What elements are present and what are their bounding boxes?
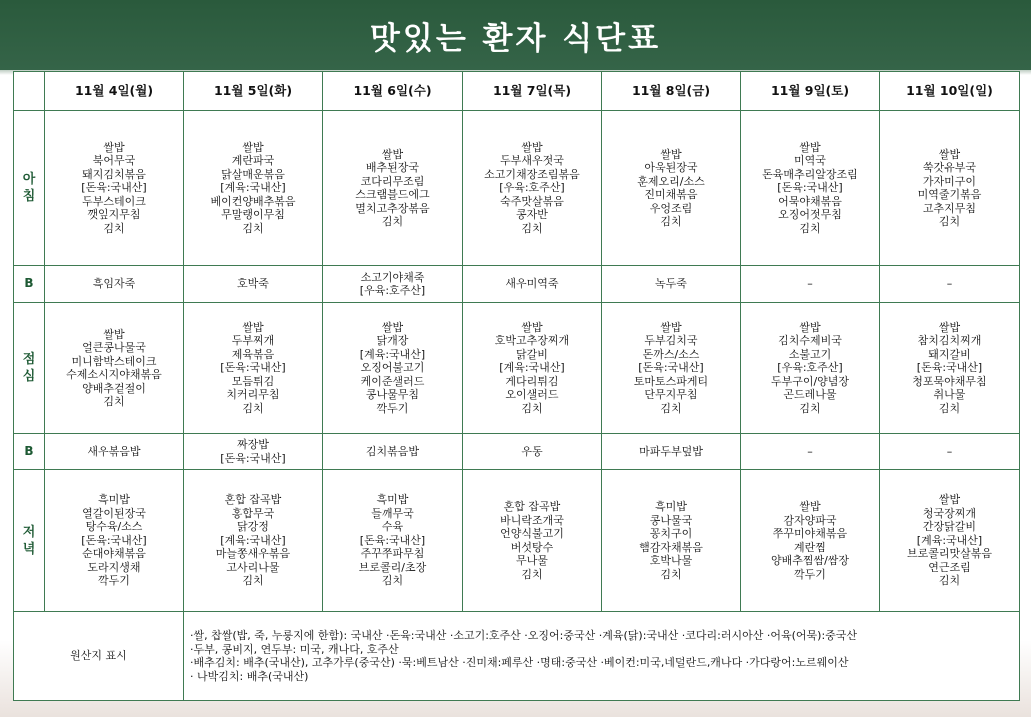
dinner-cell: [463, 470, 602, 612]
menu-item: 쌀밥: [381, 320, 404, 334]
menu-item: 소고기야채죽: [360, 270, 425, 284]
menu-item: 숙주맛살볶음: [500, 194, 564, 208]
menu-item: 콩나물국: [649, 513, 693, 527]
menu-item: [계육:국내산]: [359, 347, 426, 361]
menu-item: 혼합 잡곡밥: [503, 500, 561, 513]
menu-item: [돈육:국내산]: [916, 361, 983, 375]
day-header: 11월 5일(화): [184, 72, 323, 111]
menu-item: [돈육:국내산]: [777, 181, 843, 195]
menu-item: 흑미밥: [655, 500, 687, 513]
origin-line: ·두부, 콩비지, 연두부: 미국, 캐나다, 호주산: [190, 642, 399, 656]
lunch-row: [14, 303, 1020, 434]
menu-item: [돈육:국내산]: [81, 533, 147, 547]
dinner-cell: [45, 470, 184, 612]
menu-item: 배추된장국: [365, 161, 420, 174]
menu-item: 쌀밥: [103, 327, 125, 341]
snack-cell: [880, 266, 1020, 303]
menu-item: 김치: [660, 215, 682, 228]
menu-item: 김치: [103, 221, 125, 235]
day-header: 11월 4일(월): [45, 72, 184, 111]
menu-item: 깍두기: [376, 401, 409, 415]
menu-item: 닭갈비: [516, 347, 548, 361]
menu-item: 마파두부덮밥: [639, 444, 703, 458]
page-title: 맛있는 환자 식단표: [369, 20, 662, 57]
breakfast-cell: [602, 111, 741, 266]
day-header: 11월 9일(토): [741, 72, 880, 111]
menu-item: 계란파국: [231, 154, 275, 168]
menu-item: 멸치고추장볶음: [355, 201, 430, 215]
menu-item: 김치: [521, 221, 543, 235]
menu-item: 새우볶음밥: [87, 444, 141, 458]
day-header-row: [14, 72, 1020, 111]
snack-cell: [45, 266, 184, 303]
lunch-cell: [463, 303, 602, 434]
dinner-row: [14, 470, 1020, 612]
menu-item: 두부김치국: [644, 334, 698, 348]
menu-item: 쌀밥: [103, 140, 125, 154]
menu-item: 호박고추장찌개: [494, 334, 570, 348]
menu-item: 아욱된장국: [644, 161, 698, 174]
day-header: 11월 7일(목): [463, 72, 602, 111]
menu-item: [계육:국내산]: [916, 533, 983, 547]
menu-item: 계란찜: [794, 540, 826, 554]
menu-item: 미역국: [794, 154, 826, 168]
menu-item: 브로콜리맛살볶음: [906, 547, 992, 561]
menu-item: 미니함박스테이크: [71, 354, 157, 368]
menu-item: 김치: [242, 221, 264, 235]
dinner-cell: [880, 470, 1020, 612]
menu-item: 미역줄기볶음: [917, 188, 982, 201]
menu-item: 두부새우젓국: [500, 154, 564, 168]
menu-item: [계육:국내산]: [220, 533, 286, 547]
dinner-label: 저 녁: [14, 470, 45, 612]
menu-item: 순대야채볶음: [82, 547, 146, 561]
snack-cell: [463, 434, 602, 470]
menu-item: 브로콜리/초장: [358, 560, 427, 574]
menu-item: 양배추찜쌈/쌈장: [770, 554, 850, 567]
menu-item: 쑥갓유부국: [922, 161, 977, 174]
menu-item: 우엉조림: [649, 201, 693, 215]
menu-item: 두부스테이크: [82, 194, 146, 208]
menu-item: [우육:호주산]: [499, 181, 565, 195]
menu-item: 진미채볶음: [644, 188, 698, 201]
menu-item: 단무지무침: [644, 388, 698, 402]
menu-item: 닭강정: [237, 520, 269, 534]
menu-item: 쌀밥: [799, 500, 821, 513]
menu-item: –: [946, 444, 953, 458]
menu-item: 쌀밥: [660, 147, 682, 161]
menu-item: [계육:국내산]: [220, 181, 286, 195]
menu-item: 녹두죽: [655, 277, 687, 291]
menu-item: 들깨무국: [371, 506, 414, 520]
menu-item: 주꾸쭈파무침: [360, 547, 425, 561]
menu-item: 취나물: [933, 388, 966, 402]
menu-item: 쌀밥: [938, 493, 961, 507]
menu-item: 깍두기: [794, 567, 826, 581]
menu-item: 바니락조개국: [500, 513, 564, 527]
menu-item: 쌀밥: [660, 320, 682, 334]
menu-item: 김치: [381, 215, 404, 228]
menu-item: 김치: [103, 395, 125, 408]
lunch-cell: [880, 303, 1020, 434]
meal-schedule-table: [13, 71, 1020, 701]
breakfast-cell: [880, 111, 1020, 266]
menu-item: 김치: [521, 567, 543, 581]
menu-item: 가자미구이: [922, 174, 977, 188]
menu-item: 쌀밥: [799, 320, 821, 334]
menu-item: 모듬튀김: [231, 374, 275, 388]
lunch-cell: [45, 303, 184, 434]
menu-item: 오이샐러드: [505, 388, 559, 402]
afternoon-snack-row: [14, 434, 1020, 470]
dinner-cell: [184, 470, 323, 612]
breakfast-cell: [463, 111, 602, 266]
menu-item: 짜장밥: [237, 438, 269, 451]
menu-item: 훈제오리/소스: [637, 174, 705, 188]
menu-item: 쌀밥: [938, 320, 961, 334]
menu-item: 콩나물무침: [365, 388, 420, 402]
breakfast-row: [14, 111, 1020, 266]
menu-item: –: [807, 277, 813, 291]
menu-item: 콩자반: [516, 208, 548, 222]
menu-item: 열갈이된장국: [82, 506, 146, 520]
menu-item: 곤드레나물: [783, 388, 837, 402]
menu-item: 제육볶음: [231, 347, 275, 361]
menu-item: 베이컨양배추볶음: [210, 194, 296, 208]
menu-item: 혼합 잡곡밥: [224, 493, 282, 507]
menu-item: 쌀밥: [381, 147, 404, 161]
menu-item: 새우미역죽: [505, 277, 559, 291]
day-header: 11월 8일(금): [602, 72, 741, 111]
snack-cell: [602, 434, 741, 470]
menu-item: 김치: [521, 401, 543, 415]
menu-item: [우육:호주산]: [777, 361, 843, 375]
menu-item: 김치: [799, 401, 821, 415]
menu-item: 우동: [521, 444, 543, 458]
menu-item: 고사리나물: [226, 560, 280, 574]
menu-item: 간장닭갈비: [922, 520, 977, 534]
snack-cell: [184, 434, 323, 470]
breakfast-cell: [741, 111, 880, 266]
menu-item: 김치볶음밥: [365, 444, 420, 458]
menu-item: 참치김치찌개: [917, 334, 982, 348]
menu-item: 흑임자죽: [92, 277, 136, 291]
menu-item: 김치: [938, 574, 961, 588]
menu-item: 북어무국: [92, 154, 136, 168]
lunch-cell: [323, 303, 463, 434]
menu-item: 쌀밥: [242, 140, 264, 154]
menu-item: 무나물: [516, 554, 548, 567]
menu-item: 닭살매운볶음: [221, 167, 285, 181]
menu-item: 마늘쫑새우볶음: [215, 547, 291, 561]
menu-item: 수제소시지야채볶음: [66, 368, 162, 381]
menu-item: [돈육:국내산]: [81, 181, 147, 195]
menu-item: 오징어젓무침: [778, 208, 842, 222]
menu-item: 쌀밥: [242, 320, 264, 334]
menu-item: 두부찌개: [231, 334, 275, 348]
origin-line: ·쌀, 찹쌀(밥, 죽, 누룽지에 한함): 국내산 ·돈육:국내산 ·소고기:호주산 ·오징어:중국산 ·계육(닭):국내산 ·코다리:러시아산 ·어육(어묵):중국산: [190, 629, 858, 642]
menu-item: 소불고기: [788, 347, 832, 361]
breakfast-cell: [45, 111, 184, 266]
menu-item: 깻잎지무침: [87, 208, 141, 222]
menu-item: 케이준샐러드: [360, 374, 425, 388]
menu-item: 버섯탕수: [510, 540, 554, 554]
menu-item: 게다리튀김: [505, 374, 559, 388]
dinner-cell: [602, 470, 741, 612]
menu-item: [돈육:국내산]: [638, 361, 704, 375]
menu-item: 호박나물: [649, 554, 693, 567]
menu-item: 고추지무침: [922, 201, 977, 215]
snack-cell: [602, 266, 741, 303]
snack-cell: [184, 266, 323, 303]
origin-label: 원산지 표시: [14, 612, 184, 701]
dinner-cell: [741, 470, 880, 612]
lunch-cell: [741, 303, 880, 434]
menu-item: 김치수제비국: [778, 334, 842, 348]
snack-cell: [741, 266, 880, 303]
menu-item: 쌀밥: [938, 147, 961, 161]
lunch-label: 점 심: [14, 303, 45, 434]
menu-item: 햄감자채볶음: [639, 540, 703, 554]
menu-item: 오징어불고기: [360, 361, 425, 375]
menu-item: 쌀밥: [521, 320, 543, 334]
dinner-cell: [323, 470, 463, 612]
origin-text: [184, 612, 1020, 701]
menu-item: 김치: [938, 401, 961, 415]
menu-item: [돈육:국내산]: [220, 451, 286, 465]
menu-item: 두부구이/양념장: [770, 374, 850, 388]
snack-label: B: [14, 266, 45, 303]
menu-item: 토마토스파게티: [633, 374, 709, 388]
snack-label: B: [14, 434, 45, 470]
corner-cell: [14, 72, 45, 111]
menu-item: 흑미밥: [98, 493, 130, 507]
menu-item: 돈까스/소스: [642, 347, 700, 361]
menu-item: 김치: [242, 574, 264, 588]
menu-item: 돼지김치볶음: [82, 167, 146, 181]
menu-item: 탕수육/소스: [85, 520, 143, 534]
snack-cell: [323, 266, 463, 303]
day-header: 11월 10일(일): [880, 72, 1020, 111]
origin-row: [14, 612, 1020, 701]
menu-item: 꽁치구이: [649, 527, 693, 540]
day-header: 11월 6일(수): [323, 72, 463, 111]
snack-cell: [463, 266, 602, 303]
lunch-cell: [602, 303, 741, 434]
menu-item: 김치: [799, 221, 821, 235]
lunch-cell: [184, 303, 323, 434]
menu-item: 쌀밥: [521, 140, 543, 154]
breakfast-cell: [184, 111, 323, 266]
menu-item: 스크램블드에그: [355, 188, 430, 201]
breakfast-label: 아 침: [14, 111, 45, 266]
menu-item: 감자양파국: [783, 513, 837, 527]
snack-cell: [323, 434, 463, 470]
morning-snack-row: [14, 266, 1020, 303]
menu-item: 김치: [381, 574, 404, 588]
origin-line: · 나박김치: 배추(국내산): [190, 669, 309, 683]
snack-cell: [45, 434, 184, 470]
menu-item: 김치: [660, 567, 682, 581]
menu-item: 김치: [938, 215, 961, 228]
menu-item: 치커리무침: [226, 388, 280, 402]
menu-item: 도라지생채: [87, 560, 141, 574]
menu-item: 돼지갈비: [928, 347, 971, 361]
menu-item: [돈육:국내산]: [359, 533, 426, 547]
title-banner: [0, 0, 1031, 70]
breakfast-cell: [323, 111, 463, 266]
menu-item: 소고기채장조림볶음: [484, 167, 580, 181]
menu-item: 무말랭이무침: [221, 208, 285, 222]
menu-item: 연근조림: [928, 560, 971, 574]
menu-item: 청포묵야채무침: [912, 374, 987, 388]
menu-item: 수육: [381, 520, 404, 534]
menu-item: 홍합무국: [231, 506, 275, 520]
snack-cell: [880, 434, 1020, 470]
menu-item: [계육:국내산]: [499, 361, 565, 375]
menu-item: 쭈꾸미야채볶음: [772, 527, 848, 540]
menu-item: 얼큰콩나물국: [82, 341, 146, 354]
menu-item: [우육:호주산]: [359, 284, 426, 297]
menu-item: 돈육매추리알장조림: [762, 167, 858, 181]
menu-item: 코다리무조림: [360, 174, 425, 188]
menu-item: 언양식불고기: [500, 527, 564, 540]
menu-item: 김치: [660, 401, 682, 415]
menu-item: [돈육:국내산]: [220, 361, 286, 375]
menu-item: 호박죽: [237, 277, 269, 291]
menu-item: –: [807, 444, 813, 458]
snack-cell: [741, 434, 880, 470]
menu-item: 양배추겉절이: [82, 381, 146, 395]
origin-line: ·배추김치: 배추(국내산), 고추가루(중국산) ·묵:베트남산 ·진미채:페루산 ·명태:중국산 ·베이컨:미국,네덜란드,캐나다 ·가다랑어:노르웨이산: [190, 656, 849, 669]
menu-item: –: [946, 277, 953, 291]
menu-item: 청국장찌개: [922, 506, 977, 520]
menu-item: 깍두기: [98, 574, 130, 588]
menu-item: 흑미밥: [376, 493, 409, 507]
menu-item: 김치: [242, 401, 264, 415]
menu-item: 어묵야채볶음: [778, 194, 842, 208]
menu-item: 쌀밥: [799, 140, 821, 154]
menu-item: 닭개장: [376, 334, 409, 348]
